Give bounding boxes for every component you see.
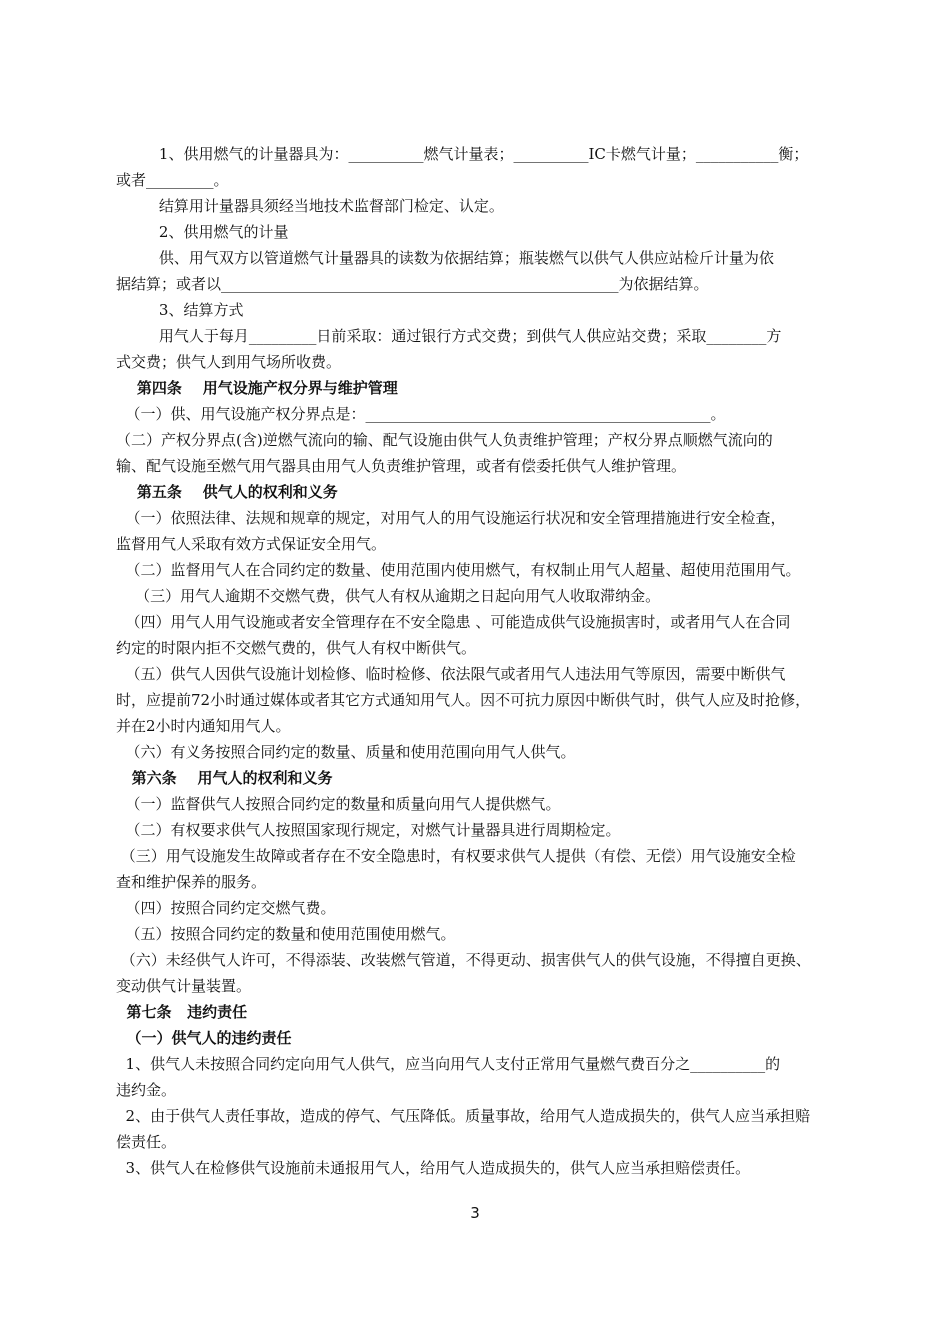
text-line: 违约金。 [116,1081,177,1099]
text-line: 偿责任。 [116,1133,177,1151]
article-heading: 第五条 供气人的权利和义务 [116,483,338,501]
section-heading: （一）供气人的违约责任 [116,1029,292,1047]
text-line: 据结算；或者以_____________________________________________________为依据结算。 [116,275,709,293]
text-line: 监督用气人采取有效方式保证安全用气。 [116,535,387,553]
text-line: 并在2小时内通知用气人。 [116,717,291,735]
article-heading: 第七条 违约责任 [116,1003,248,1021]
text-line: 或者_________。 [116,171,229,189]
text-line: 约定的时限内拒不交燃气费的，供气人有权中断供气。 [116,639,477,657]
text-line: 结算用计量器具须经当地技术监督部门检定、认定。 [116,197,504,215]
text-line: （三）用气设施发生故障或者存在不安全隐患时，有权要求供气人提供（有偿、无偿）用气设施安全检 [116,847,796,865]
text-line: 式交费；供气人到用气场所收费。 [116,353,342,371]
text-line: （二）监督用气人在合同约定的数量、使用范围内使用燃气，有权制止用气人超量、超使用范围用气。 [116,561,801,579]
article-heading: 第六条 用气人的权利和义务 [116,769,333,787]
text-line: 供、用气双方以管道燃气计量器具的读数为依据结算；瓶装燃气以供气人供应站检斤计量为依 [116,249,774,267]
text-line: （四）用气人用气设施或者安全管理存在不安全隐患 、可能造成供气设施损害时，或者用气人在合同 [116,613,791,631]
text-line: 2、由于供气人责任事故，造成的停气、气压降低。质量事故，给用气人造成损失的，供气人应当承担赔 [116,1107,811,1125]
text-line: 3、供气人在检修供气设施前未通报用气人，给用气人造成损失的，供气人应当承担赔偿责任。 [116,1159,751,1177]
page-number: 3 [470,1204,480,1222]
article-heading: 第四条 用气设施产权分界与维护管理 [116,379,398,397]
text-line: （三）用气人逾期不交燃气费，供气人有权从逾期之日起向用气人收取滞纳金。 [116,587,661,605]
text-line: （一）供、用气设施产权分界点是：______________________________________________。 [116,405,726,423]
text-line: （五）供气人因供气设施计划检修、临时检修、依法限气或者用气人违法用气等原因，需要中断供气 [116,665,786,683]
text-line: （二）产权分界点(含)逆燃气流向的输、配气设施由供气人负责维护管理；产权分界点顺燃气流向的 [116,431,773,449]
text-line: 1、供气人未按照合同约定向用气人供气，应当向用气人支付正常用气量燃气费百分之__________的 [116,1055,781,1073]
text-line: 时，应提前72小时通过媒体或者其它方式通知用气人。因不可抗力原因中断供气时，供气人应及时抢修， [116,691,811,709]
text-line: （五）按照合同约定的数量和使用范围使用燃气。 [116,925,456,943]
text-line: （四）按照合同约定交燃气费。 [116,899,336,917]
text-line: （六）未经供气人许可，不得添装、改装燃气管道，不得更动、损害供气人的供气设施，不得擅自更换、 [116,951,811,969]
text-line: （六）有义务按照合同约定的数量、质量和使用范围向用气人供气。 [116,743,576,761]
text-line: 用气人于每月_________日前采取：通过银行方式交费；到供气人供应站交费；采取________方 [116,327,782,345]
text-line: 2、供用燃气的计量 [116,223,289,241]
text-line: 输、配气设施至燃气用气器具由用气人负责维护管理，或者有偿委托供气人维护管理。 [116,457,687,475]
text-line: 变动供气计量装置。 [116,977,252,995]
text-line: 1、供用燃气的计量器具为：__________燃气计量表；__________IC卡燃气计量；___________衡； [116,145,809,163]
text-line: （一）监督供气人按照合同约定的数量和质量向用气人提供燃气。 [116,795,561,813]
text-line: 3、结算方式 [116,301,244,319]
text-line: （一）依照法律、法规和规章的规定，对用气人的用气设施运行状况和安全管理措施进行安全检查， [116,509,786,527]
text-line: （二）有权要求供气人按照国家现行规定，对燃气计量器具进行周期检定。 [116,821,621,839]
text-line: 查和维护保养的服务。 [116,873,267,891]
